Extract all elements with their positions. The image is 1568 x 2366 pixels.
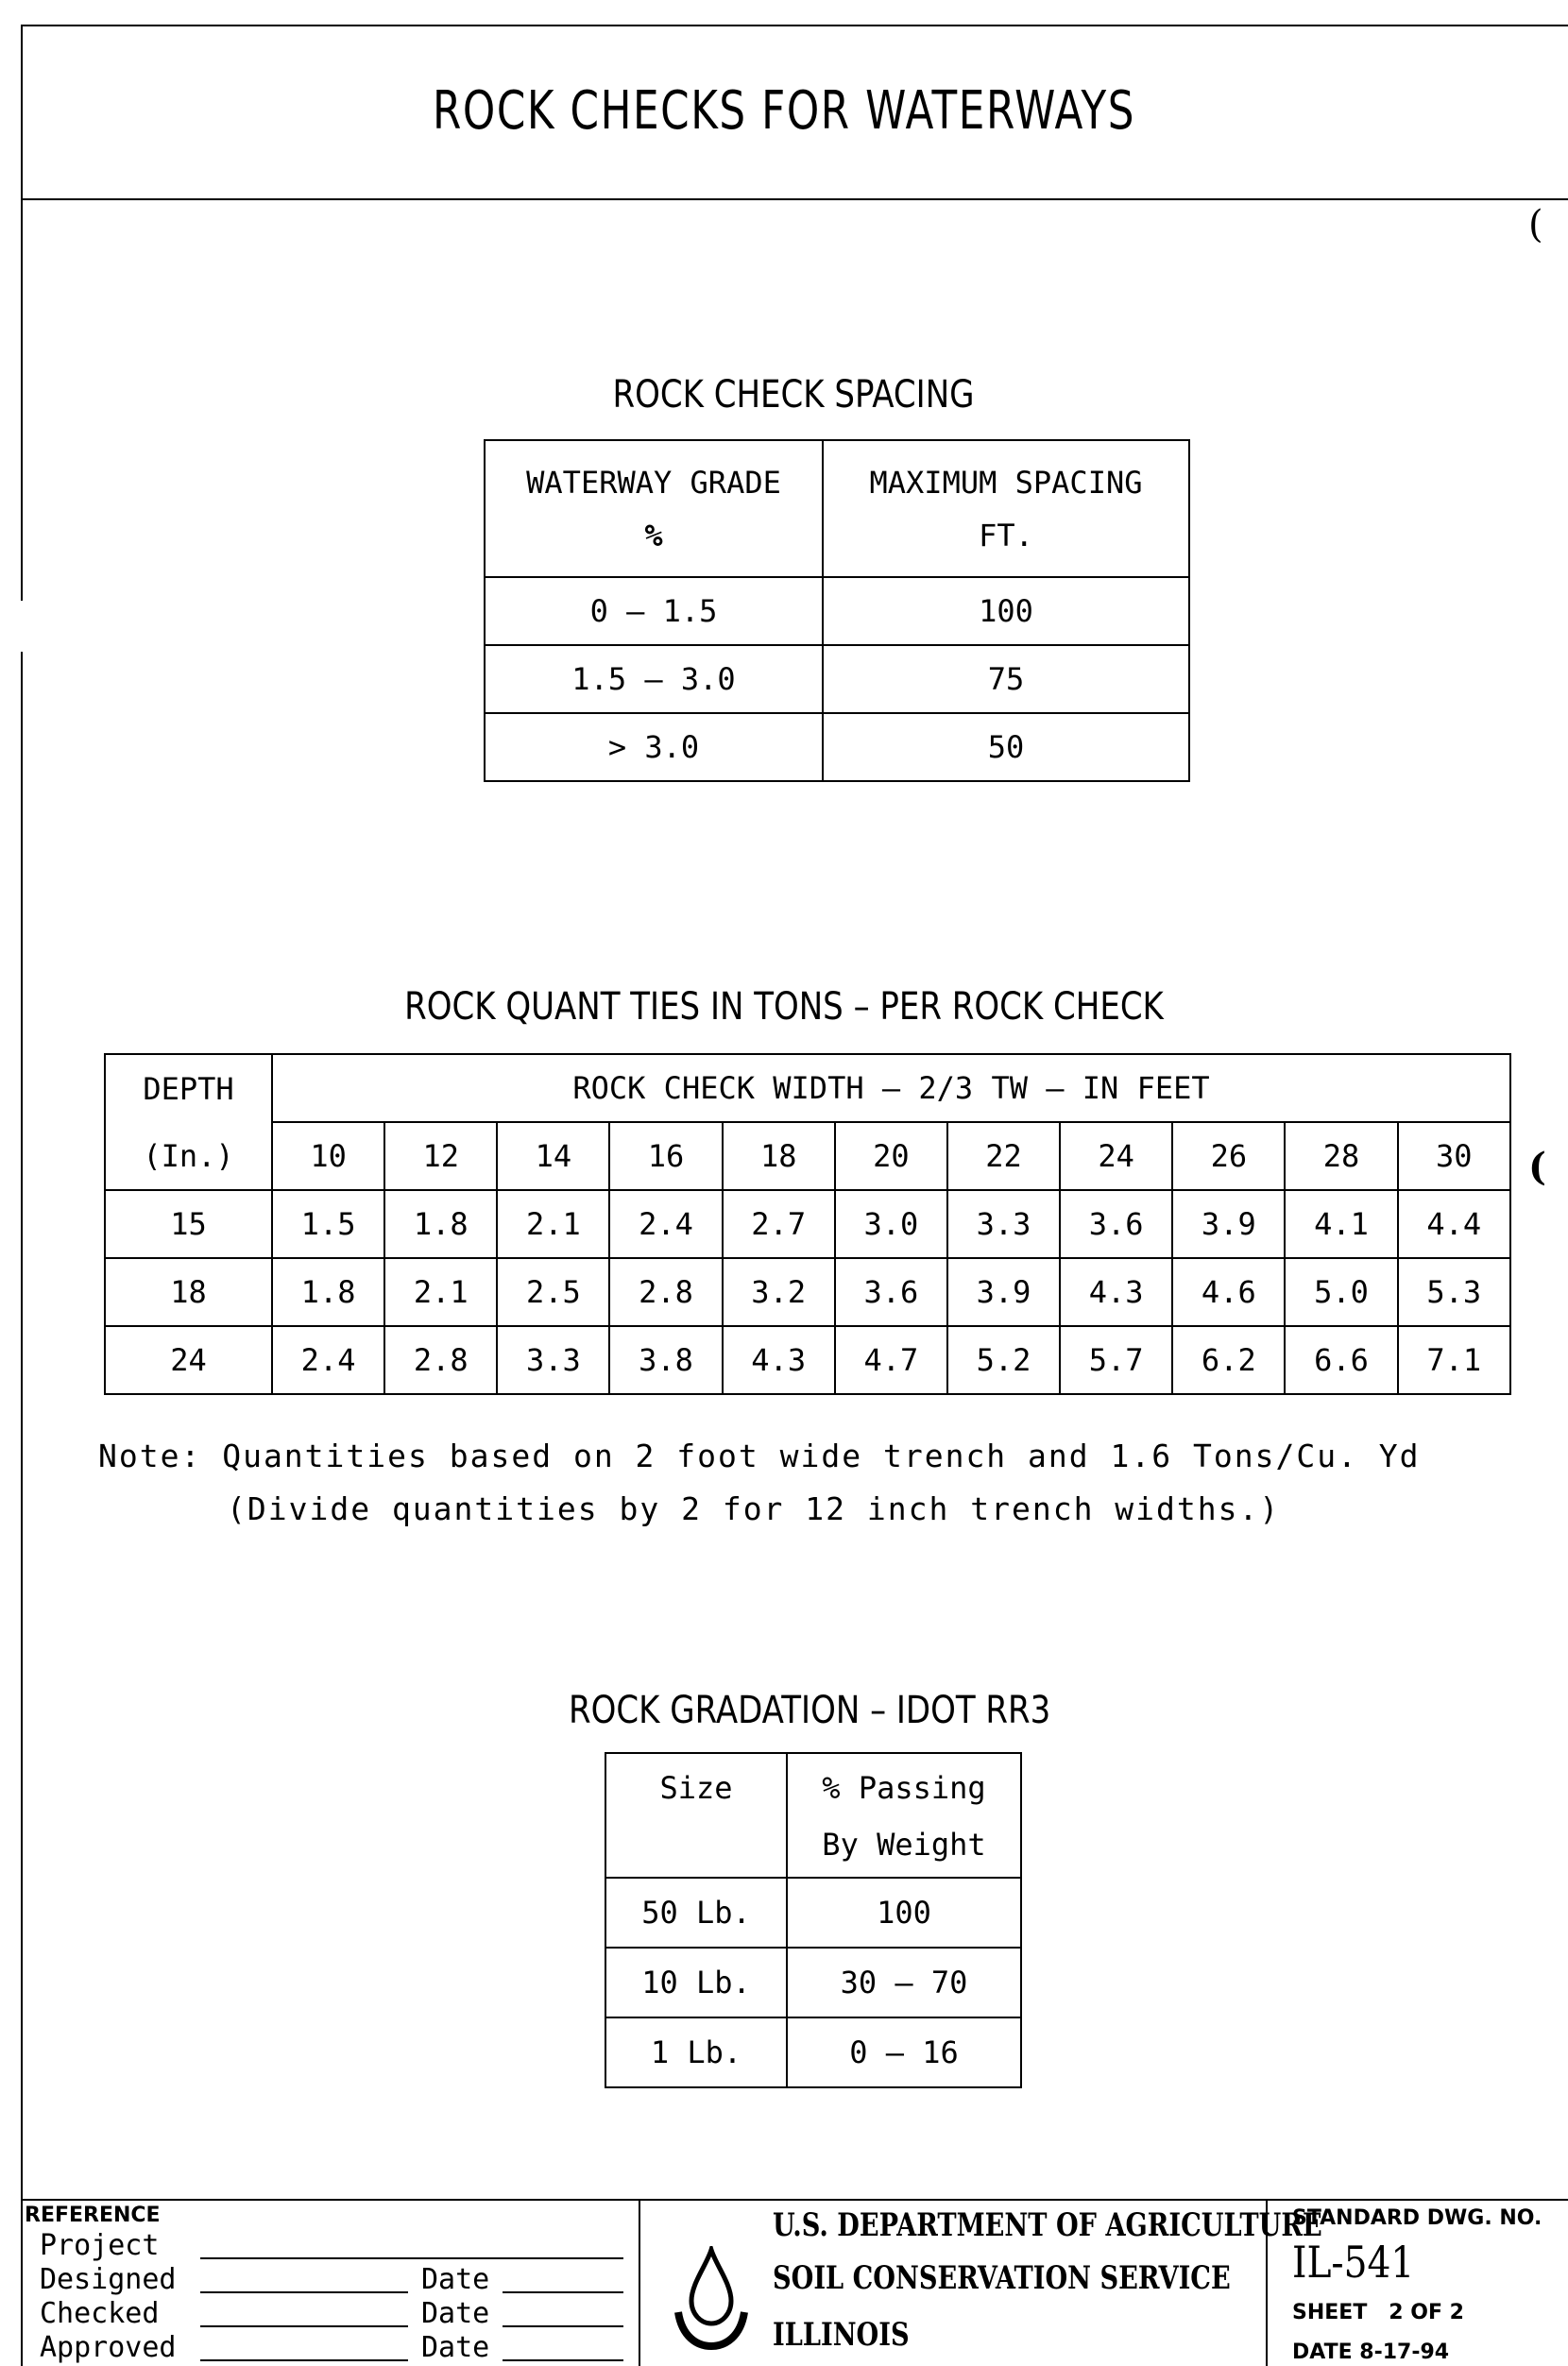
checked-date-underline xyxy=(503,2325,623,2327)
drawing-date: DATE 8-17-94 xyxy=(1292,2340,1450,2364)
gradation-table-caption: ROCK GRADATION – IDOT RR3 xyxy=(569,1689,1051,1732)
project-underline xyxy=(200,2257,623,2259)
size-cell: 10 Lb. xyxy=(605,1948,787,2017)
edge-mark: ( xyxy=(1528,1145,1546,1189)
quantity-cell: 3.0 xyxy=(835,1190,947,1258)
depth-cell: 18 xyxy=(105,1258,272,1326)
spacing-header xyxy=(823,440,1189,577)
dwg-number: IL-541 xyxy=(1292,2237,1415,2288)
spacing-cell: 75 xyxy=(823,645,1189,713)
width-column-header: 18 xyxy=(723,1122,835,1190)
approved-date-underline xyxy=(503,2359,623,2361)
width-column-header: 30 xyxy=(1398,1122,1510,1190)
quantity-cell: 2.8 xyxy=(609,1258,722,1326)
quantity-cell: 3.8 xyxy=(609,1326,722,1394)
quantities-table-caption: ROCK QUANT TIES IN TONS – PER ROCK CHECK xyxy=(404,985,1164,1029)
approved-label: Approved xyxy=(40,2331,177,2364)
depth-cell: 24 xyxy=(105,1326,272,1394)
quantity-cell: 7.1 xyxy=(1398,1326,1510,1394)
quantity-cell: 3.3 xyxy=(497,1326,609,1394)
size-cell: 50 Lb. xyxy=(605,1878,787,1948)
quantity-cell: 5.3 xyxy=(1398,1258,1510,1326)
designed-date-label: Date xyxy=(421,2263,490,2296)
project-label: Project xyxy=(40,2229,160,2262)
spacing-header-line1: MAXIMUM SPACING xyxy=(869,464,1143,501)
designed-date-underline xyxy=(503,2291,623,2293)
quantity-cell: 2.1 xyxy=(384,1258,497,1326)
quantity-cell: 6.2 xyxy=(1172,1326,1285,1394)
width-column-header: 26 xyxy=(1172,1122,1285,1190)
table-row xyxy=(485,713,1189,781)
left-border-upper xyxy=(21,25,23,601)
table-row xyxy=(105,1190,1510,1258)
spacing-table xyxy=(484,439,1190,782)
depth-unit-header: (In.) xyxy=(105,1122,272,1190)
reference-label: REFERENCE xyxy=(25,2204,161,2227)
table-row xyxy=(105,1326,1510,1394)
designed-label: Designed xyxy=(40,2263,177,2296)
size-header xyxy=(605,1753,787,1878)
passing-cell: 30 – 70 xyxy=(787,1948,1021,2017)
table-row xyxy=(605,2017,1021,2087)
quantity-cell: 4.3 xyxy=(1060,1258,1172,1326)
grade-header-line2: % xyxy=(644,517,663,553)
designed-underline xyxy=(200,2291,408,2293)
checked-date-label: Date xyxy=(421,2297,490,2330)
agency-line1: U.S. DEPARTMENT OF AGRICULTURE xyxy=(773,2206,1322,2244)
grade-cell: > 3.0 xyxy=(485,713,823,781)
water-drop-logo-icon xyxy=(669,2246,754,2352)
quantity-cell: 3.3 xyxy=(947,1190,1060,1258)
table-row xyxy=(605,1878,1021,1948)
gradation-table xyxy=(605,1752,1022,2088)
left-border-lower xyxy=(21,652,23,2366)
table-header-row xyxy=(605,1753,1021,1878)
passing-header xyxy=(787,1753,1021,1878)
agency-line3: ILLINOIS xyxy=(773,2316,910,2354)
std-dwg-label: STANDARD DWG. NO. xyxy=(1292,2206,1542,2230)
edge-mark: ( xyxy=(1528,203,1543,247)
quantities-table xyxy=(104,1053,1511,1395)
top-border xyxy=(21,25,1568,26)
page-title: ROCK CHECKS FOR WATERWAYS xyxy=(432,80,1136,142)
table-row xyxy=(485,577,1189,645)
quantity-cell: 4.7 xyxy=(835,1326,947,1394)
quantity-cell: 1.8 xyxy=(384,1190,497,1258)
passing-header-line2: By Weight xyxy=(822,1827,986,1863)
width-column-header: 12 xyxy=(384,1122,497,1190)
quantity-cell: 5.7 xyxy=(1060,1326,1172,1394)
quantity-cell: 3.2 xyxy=(723,1258,835,1326)
grade-header xyxy=(485,440,823,577)
spacing-table-caption: ROCK CHECK SPACING xyxy=(612,373,975,417)
table-row xyxy=(105,1258,1510,1326)
quantity-cell: 2.8 xyxy=(384,1326,497,1394)
quantity-cell: 4.1 xyxy=(1285,1190,1397,1258)
width-column-header: 10 xyxy=(272,1122,384,1190)
agency-line2: SOIL CONSERVATION SERVICE xyxy=(773,2259,1231,2297)
checked-underline xyxy=(200,2325,408,2327)
spacing-cell: 50 xyxy=(823,713,1189,781)
quantity-cell: 3.6 xyxy=(835,1258,947,1326)
width-column-header: 14 xyxy=(497,1122,609,1190)
title-block-top xyxy=(21,2199,1568,2201)
size-cell: 1 Lb. xyxy=(605,2017,787,2087)
note-line1: Note: Quantities based on 2 foot wide trench and 1.6 Tons/Cu. Yd xyxy=(98,1438,1421,1474)
quantity-cell: 5.0 xyxy=(1285,1258,1397,1326)
width-header: ROCK CHECK WIDTH – 2/3 TW – IN FEET xyxy=(272,1054,1510,1122)
quantity-cell: 4.4 xyxy=(1398,1190,1510,1258)
title-block-divider-1 xyxy=(639,2199,640,2366)
width-column-header: 16 xyxy=(609,1122,722,1190)
quantity-cell: 2.4 xyxy=(609,1190,722,1258)
spacing-header-line2: FT. xyxy=(979,517,1033,553)
title-divider xyxy=(21,198,1568,200)
table-row xyxy=(485,645,1189,713)
passing-header-line1: % Passing xyxy=(822,1770,986,1806)
quantity-cell: 1.8 xyxy=(272,1258,384,1326)
quantity-cell: 3.9 xyxy=(1172,1190,1285,1258)
table-header-row xyxy=(105,1122,1510,1190)
width-column-header: 28 xyxy=(1285,1122,1397,1190)
spacing-cell: 100 xyxy=(823,577,1189,645)
grade-cell: 0 – 1.5 xyxy=(485,577,823,645)
depth-cell: 15 xyxy=(105,1190,272,1258)
table-row xyxy=(605,1948,1021,2017)
approved-underline xyxy=(200,2359,408,2361)
approved-date-label: Date xyxy=(421,2331,490,2364)
checked-label: Checked xyxy=(40,2297,160,2330)
quantity-cell: 2.1 xyxy=(497,1190,609,1258)
grade-header-line1: WATERWAY GRADE xyxy=(526,464,781,501)
quantity-cell: 2.7 xyxy=(723,1190,835,1258)
quantity-cell: 2.5 xyxy=(497,1258,609,1326)
quantity-cell: 2.4 xyxy=(272,1326,384,1394)
width-column-header: 20 xyxy=(835,1122,947,1190)
table-header-row xyxy=(105,1054,1510,1122)
sheet-number: SHEET 2 OF 2 xyxy=(1292,2301,1464,2324)
table-header-row xyxy=(485,440,1189,577)
quantity-cell: 4.6 xyxy=(1172,1258,1285,1326)
depth-header: DEPTH xyxy=(105,1054,272,1122)
quantity-cell: 6.6 xyxy=(1285,1326,1397,1394)
quantity-cell: 4.3 xyxy=(723,1326,835,1394)
passing-cell: 100 xyxy=(787,1878,1021,1948)
note-line2: (Divide quantities by 2 for 12 inch trench widths.) xyxy=(227,1490,1281,1527)
quantity-cell: 1.5 xyxy=(272,1190,384,1258)
quantity-cell: 5.2 xyxy=(947,1326,1060,1394)
size-header-line1: Size xyxy=(659,1770,733,1806)
grade-cell: 1.5 – 3.0 xyxy=(485,645,823,713)
width-column-header: 24 xyxy=(1060,1122,1172,1190)
width-column-header: 22 xyxy=(947,1122,1060,1190)
quantity-cell: 3.9 xyxy=(947,1258,1060,1326)
quantity-cell: 3.6 xyxy=(1060,1190,1172,1258)
passing-cell: 0 – 16 xyxy=(787,2017,1021,2087)
